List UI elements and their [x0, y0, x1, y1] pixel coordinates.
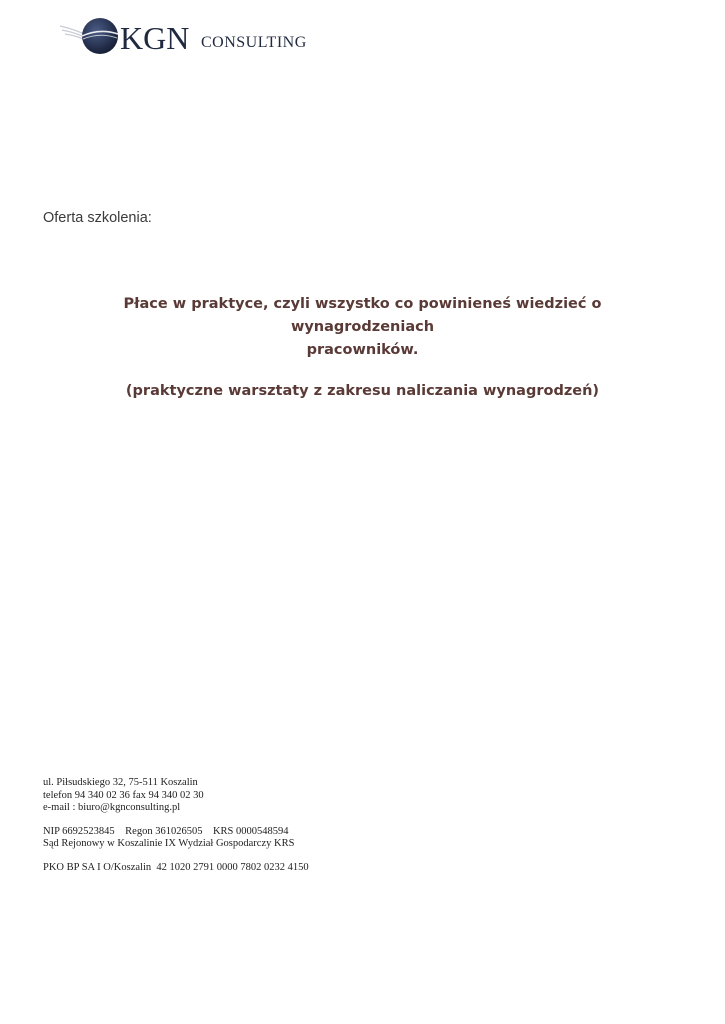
logo-brand-text: KGN [120, 20, 190, 56]
training-title-block [60, 293, 665, 403]
training-subtitle: (praktyczne warsztaty z zakresu naliczania wynagrodzeń) [125, 383, 600, 399]
footer-email: e-mail : biuro@kgnconsulting.pl [43, 802, 181, 813]
footer-phone: telefon 94 340 02 36 fax 94 340 02 30 [43, 789, 204, 801]
training-title-line1: Płace w praktyce, czyli wszystko co powinieneś wiedzieć o wynagrodzeniach [123, 296, 602, 335]
company-footer [43, 777, 309, 874]
company-logo [58, 14, 308, 58]
footer-address: ul. Piłsudskiego 32, 75-511 Koszalin [43, 777, 198, 788]
offer-label: Oferta szkolenia: [43, 210, 152, 226]
logo-suffix-text: CONSULTING [201, 34, 307, 51]
training-title-line2: pracowników. [306, 342, 419, 358]
training-title [60, 293, 665, 362]
footer-bank: PKO BP SA I O/Koszalin 42 1020 2791 0000 7802 0232 4150 [43, 861, 309, 873]
footer-registry: NIP 6692523845 Regon 361026505 KRS 0000548594 [43, 825, 289, 837]
footer-court: Sąd Rejonowy w Koszalinie IX Wydział Gospodarczy KRS [43, 838, 295, 849]
globe-swoosh-icon [58, 14, 122, 58]
